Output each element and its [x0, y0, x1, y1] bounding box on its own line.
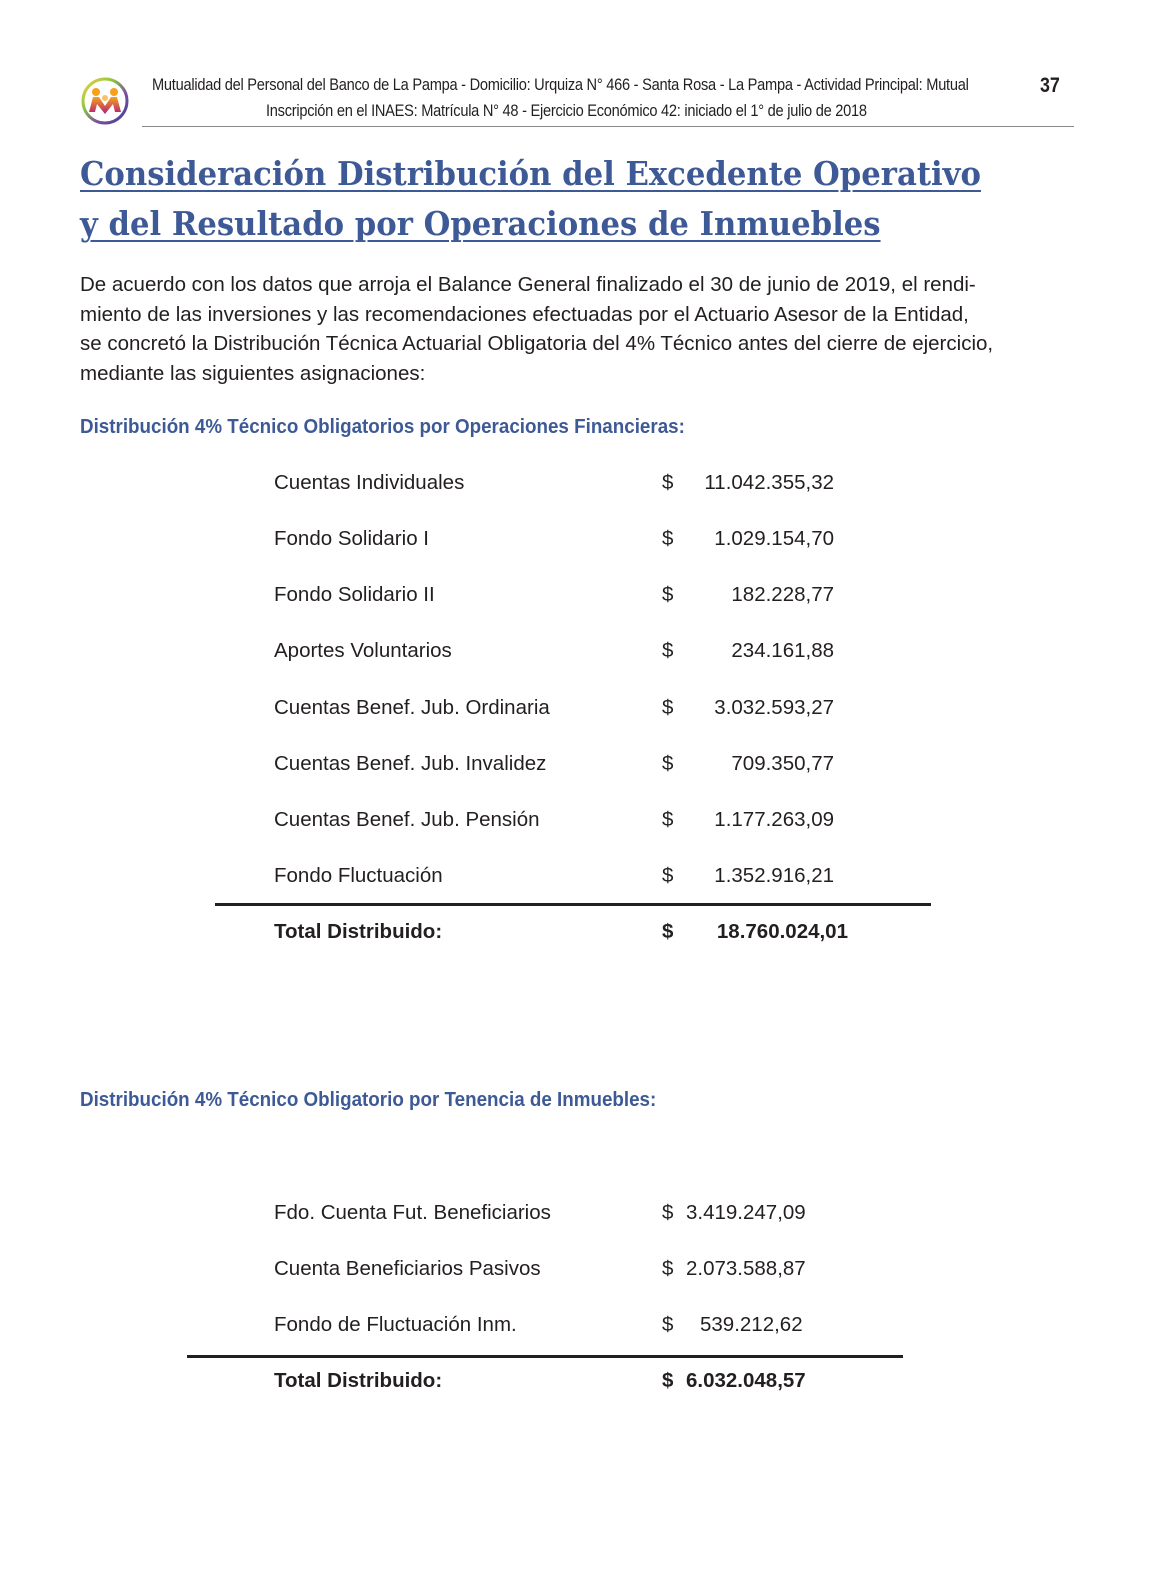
- row-amount: 1.177.263,09: [714, 808, 834, 831]
- section-heading-financial-operations: Distribución 4% Técnico Obligatorios por Operaciones Financieras:: [80, 416, 685, 438]
- currency-symbol: $: [662, 808, 674, 831]
- row-amount: 3.419.247,09: [686, 1201, 806, 1224]
- table-row: [0, 639, 1152, 669]
- row-amount: 709.350,77: [731, 752, 834, 775]
- header-org-info: Mutualidad del Personal del Banco de La Pampa - Domicilio: Urquiza N° 466 - Santa Rosa - La Pampa - Actividad Principal: Mutual: [152, 75, 969, 94]
- currency-symbol: $: [662, 471, 674, 494]
- row-amount: 2.073.588,87: [686, 1257, 806, 1280]
- row-label: Cuenta Beneficiarios Pasivos: [274, 1257, 541, 1280]
- row-label: Cuentas Benef. Jub. Ordinaria: [274, 696, 550, 719]
- row-label: Fdo. Cuenta Fut. Beneficiarios: [274, 1201, 551, 1224]
- row-amount: 1.352.916,21: [714, 864, 834, 887]
- row-label: Fondo Solidario II: [274, 583, 435, 606]
- row-label: Aportes Voluntarios: [274, 639, 452, 662]
- total-row: [0, 1369, 1152, 1399]
- total-amount: 6.032.048,57: [686, 1369, 806, 1392]
- currency-symbol: $: [662, 920, 674, 943]
- total-label: Total Distribuido:: [274, 1369, 443, 1392]
- table-row: [0, 864, 1152, 894]
- page-number: 37: [1040, 74, 1060, 97]
- total-divider: [187, 1355, 903, 1358]
- row-label: Fondo Solidario I: [274, 527, 429, 550]
- header-divider: [142, 126, 1074, 127]
- currency-symbol: $: [662, 1369, 674, 1392]
- table-row: [0, 752, 1152, 782]
- table-row: [0, 527, 1152, 557]
- intro-line: se concretó la Distribución Técnica Actuarial Obligatoria del 4% Técnico antes del cierre de ejercicio,: [80, 332, 994, 355]
- row-amount: 539.212,62: [700, 1313, 803, 1336]
- row-amount: 1.029.154,70: [714, 527, 834, 550]
- header-registration-info: Inscripción en el INAES: Matrícula N° 48 - Ejercicio Económico 42: iniciado el 1° de julio de 2018: [266, 101, 867, 120]
- currency-symbol: $: [662, 1313, 674, 1336]
- mutual-logo: [80, 76, 130, 126]
- currency-symbol: $: [662, 1257, 674, 1280]
- currency-symbol: $: [662, 1201, 674, 1224]
- total-amount: 18.760.024,01: [716, 920, 848, 943]
- total-divider: [215, 903, 931, 906]
- row-label: Cuentas Benef. Jub. Invalidez: [274, 752, 547, 775]
- currency-symbol: $: [662, 527, 674, 550]
- currency-symbol: $: [662, 583, 674, 606]
- table-row: [0, 808, 1152, 838]
- table-row: [0, 583, 1152, 613]
- total-label: Total Distribuido:: [274, 920, 443, 943]
- intro-line: mediante las siguientes asignaciones:: [80, 361, 426, 385]
- row-label: Fondo Fluctuación: [274, 864, 443, 887]
- row-amount: 182.228,77: [731, 583, 834, 606]
- section-heading-real-estate-holdings: Distribución 4% Técnico Obligatorio por Tenencia de Inmuebles:: [80, 1089, 657, 1111]
- currency-symbol: $: [662, 696, 674, 719]
- intro-line: miento de las inversiones y las recomendaciones efectuadas por el Actuario Asesor de la Entidad,: [80, 302, 969, 326]
- table-row: [0, 1313, 1152, 1343]
- table-row: [0, 471, 1152, 501]
- total-row: [0, 920, 1152, 950]
- table-row: [0, 696, 1152, 726]
- page-title-line-2: y del Resultado por Operaciones de Inmuebles: [80, 204, 881, 243]
- row-label: Cuentas Individuales: [274, 471, 465, 494]
- row-amount: 3.032.593,27: [714, 696, 834, 719]
- currency-symbol: $: [662, 752, 674, 775]
- table-row: [0, 1257, 1152, 1287]
- row-label: Cuentas Benef. Jub. Pensión: [274, 808, 540, 831]
- row-label: Fondo de Fluctuación Inm.: [274, 1313, 517, 1336]
- intro-paragraph: [80, 270, 1075, 388]
- currency-symbol: $: [662, 639, 674, 662]
- table-row: [0, 1201, 1152, 1231]
- currency-symbol: $: [662, 864, 674, 887]
- intro-line: De acuerdo con los datos que arroja el Balance General finalizado el 30 de junio de 2019, el rendi-: [80, 273, 976, 296]
- page-title-line-1: Consideración Distribución del Excedente Operativo: [80, 154, 981, 193]
- row-amount: 234.161,88: [731, 639, 834, 662]
- row-amount: 11.042.355,32: [704, 471, 834, 494]
